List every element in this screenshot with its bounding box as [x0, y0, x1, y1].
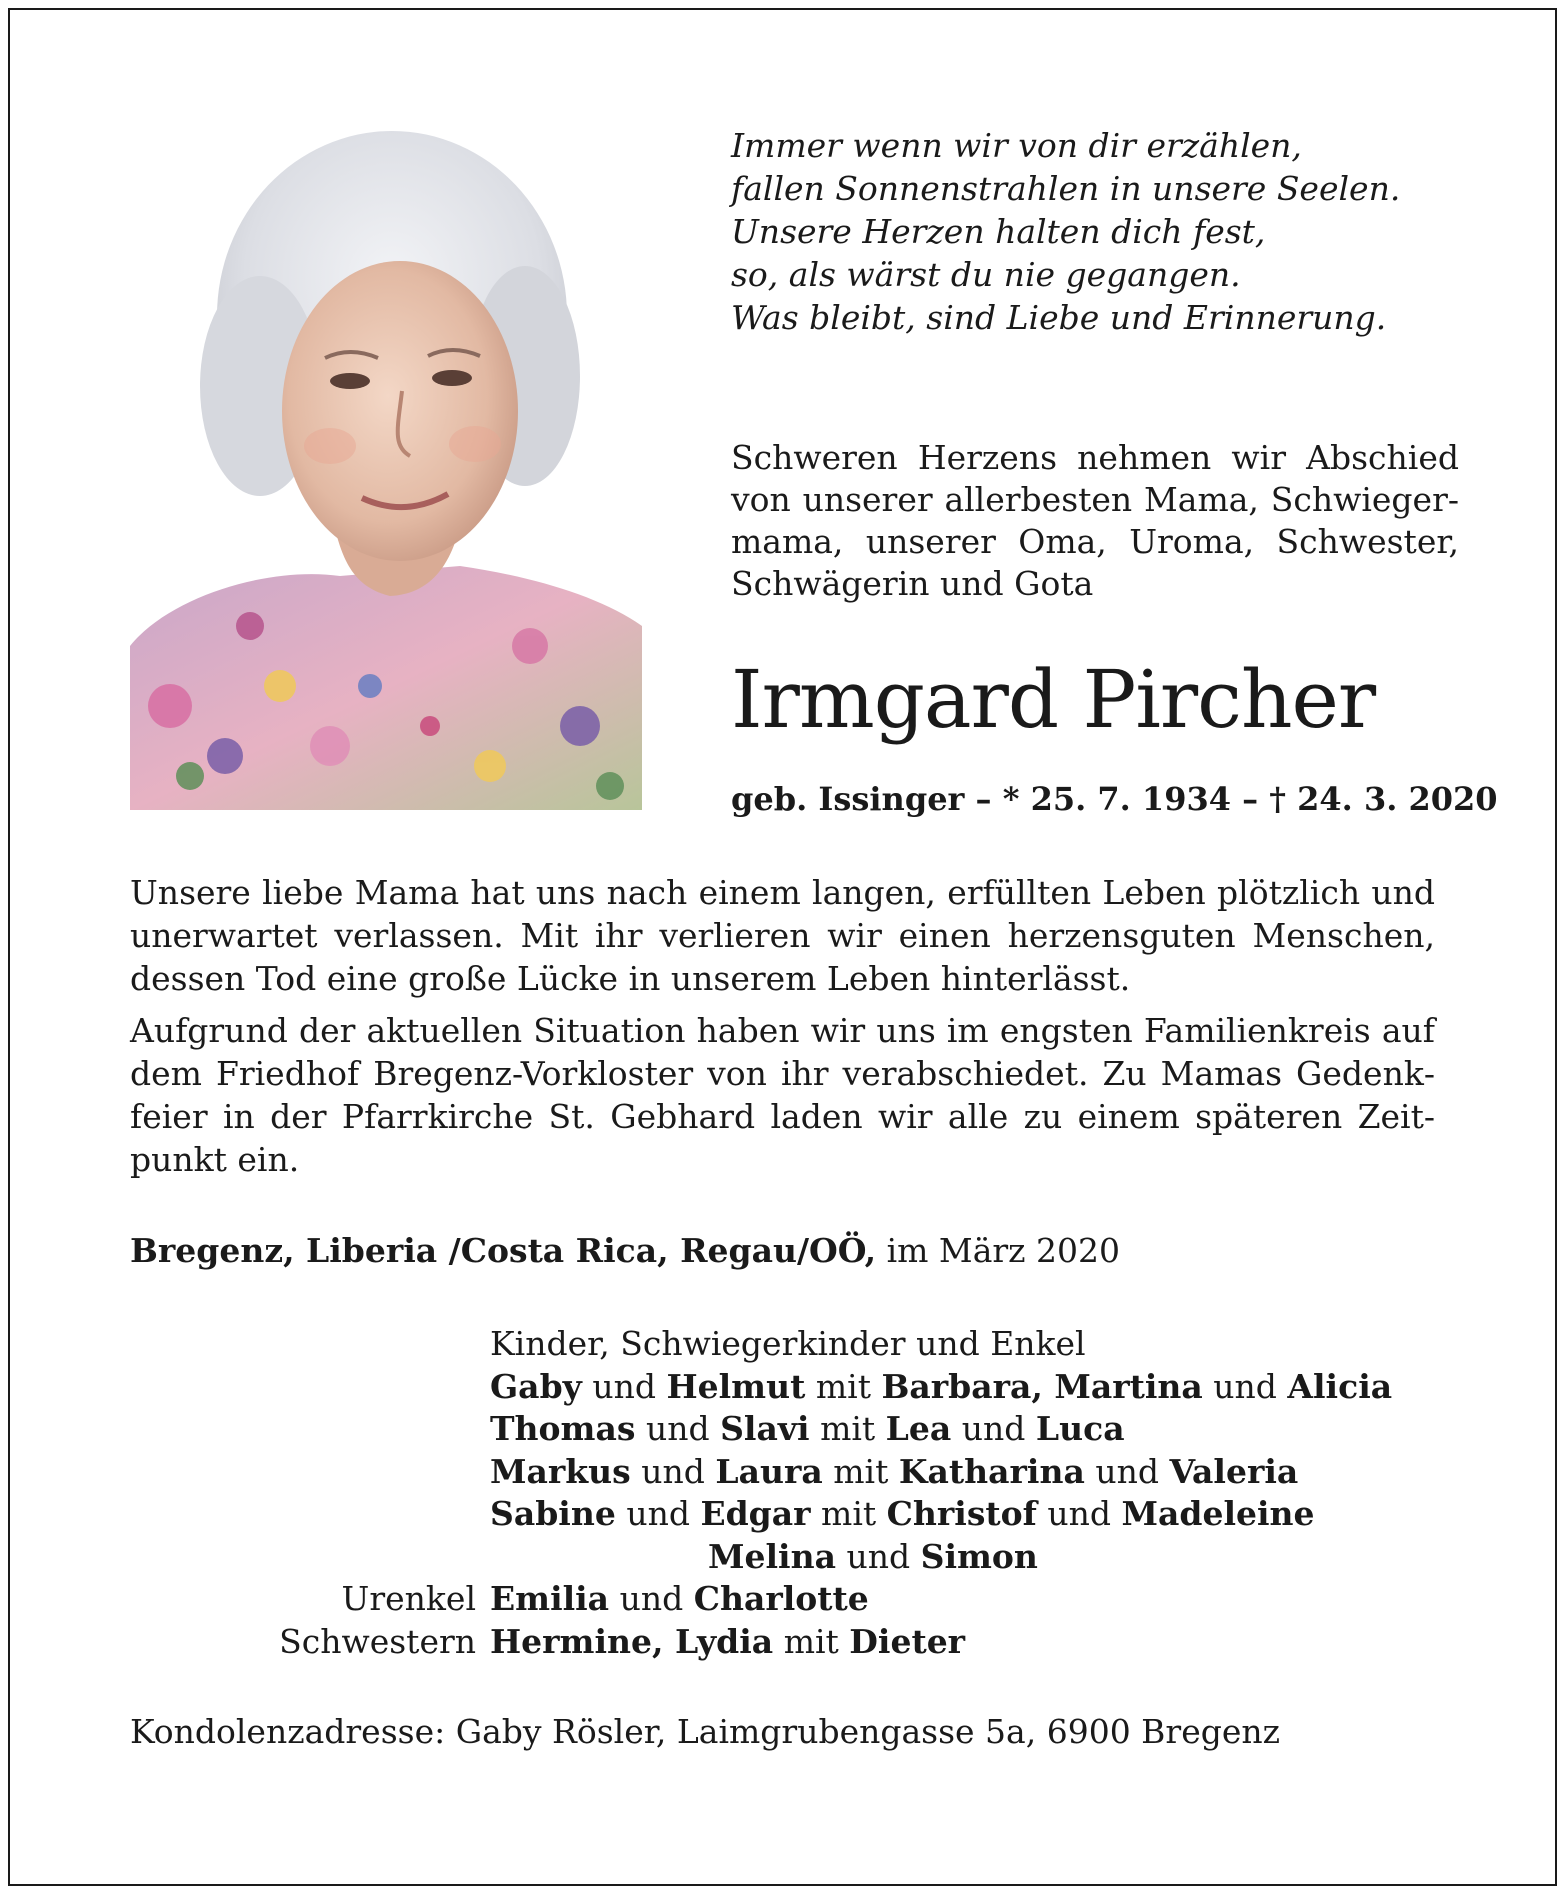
family-member: Melina — [708, 1536, 836, 1576]
connector-word: und — [592, 1366, 656, 1406]
connector-word: und — [619, 1579, 684, 1618]
family-member: Markus — [490, 1451, 631, 1491]
family-member: Madeleine — [1121, 1494, 1315, 1533]
connector-word: und — [1213, 1366, 1277, 1406]
connector-word: mit — [821, 1494, 877, 1533]
poem-line: Unsere Herzen halten dich fest, — [731, 212, 1266, 251]
connector-word: mit — [820, 1409, 876, 1448]
poem-line: so, als wärst du nie gegangen. — [731, 255, 1241, 294]
condolence-address: Kondolenzadresse: Gaby Rösler, Laimgrubengasse 5a, 6900 Bregenz — [130, 1712, 1281, 1751]
birth-death-dates: geb. Issinger – * 25. 7. 1934 – † 24. 3. 2020 — [731, 780, 1498, 818]
connector-word: und — [1047, 1494, 1111, 1533]
family-member: Hermine, Lydia — [490, 1621, 774, 1661]
urenkel-row — [130, 1578, 1480, 1621]
family-member: Charlotte — [693, 1579, 869, 1618]
connector-word: und — [626, 1494, 690, 1533]
family-list — [130, 1323, 1480, 1663]
place-date-line — [130, 1229, 1435, 1272]
family-member: Gaby — [490, 1366, 582, 1406]
family-member: Simon — [920, 1536, 1038, 1576]
family-member: Christof — [886, 1494, 1037, 1533]
portrait-photo — [130, 126, 642, 810]
notice-date: im März 2020 — [886, 1231, 1120, 1270]
connector-word: und — [645, 1409, 710, 1448]
family-member: Lea — [885, 1409, 952, 1448]
family-member: Slavi — [720, 1409, 810, 1448]
family-member: Valeria — [1169, 1451, 1299, 1491]
family-member: Dieter — [849, 1621, 966, 1661]
deceased-name: Irmgard Pircher — [731, 653, 1376, 746]
family-header: Kinder, Schwiegerkinder und Enkel — [490, 1324, 1086, 1363]
connector-word: mit — [783, 1621, 839, 1661]
place-names: Bregenz, Liberia /Costa Rica, Regau/OÖ, — [130, 1231, 877, 1270]
family-member: Laura — [715, 1451, 823, 1491]
family-member: Katharina — [898, 1451, 1085, 1491]
body-paragraph: Aufgrund der aktuellen Situation haben wir uns im engsten Familienkreis auf dem Friedhof Bregenz-Vorkloster von ihr verabschiedet. Zu Mamas Gedenkfeier in der Pfarrkirche St. Gebhard laden wir alle zu einem späteren Zeitpunkt ein. — [130, 1011, 1435, 1179]
connector-word: mit — [815, 1366, 871, 1406]
farewell-intro: Schweren Herzens nehmen wir Abschied von unserer allerbesten Mama, Schwiegermama, unserer Oma, Uroma, Schwester, Schwägerin und Gota — [731, 438, 1459, 603]
family-row — [130, 1536, 1480, 1579]
family-member: Thomas — [490, 1409, 636, 1448]
family-row — [130, 1493, 1480, 1536]
connector-word: und — [846, 1536, 911, 1576]
connector-word: mit — [833, 1451, 889, 1491]
schwestern-row — [130, 1621, 1480, 1664]
family-row — [130, 1408, 1480, 1451]
family-member: Luca — [1035, 1409, 1125, 1448]
family-row — [130, 1366, 1480, 1409]
family-member: Sabine — [490, 1494, 616, 1533]
family-member: Helmut — [666, 1366, 806, 1406]
family-member: Barbara, Martina — [881, 1366, 1203, 1406]
connector-word: und — [1095, 1451, 1159, 1491]
family-row — [130, 1451, 1480, 1494]
family-header-row — [130, 1323, 1480, 1366]
memorial-poem — [731, 124, 1491, 339]
notice-body — [130, 871, 1435, 1190]
body-paragraph: Unsere liebe Mama hat uns nach einem langen, erfüllten Leben plötzlich und unerwartet verlassen. Mit ihr verlieren wir einen herzensguten Menschen, dessen Tod eine große Lücke in unserem Leben hinterlässt. — [130, 873, 1435, 998]
schwestern-label: Schwestern — [279, 1621, 476, 1661]
poem-line: Immer wenn wir von dir erzählen, — [731, 126, 1302, 165]
family-member: Alicia — [1287, 1366, 1393, 1406]
connector-word: und — [641, 1451, 705, 1491]
family-member: Edgar — [700, 1494, 811, 1533]
connector-word: und — [961, 1409, 1026, 1448]
poem-line: fallen Sonnenstrahlen in unsere Seelen. — [731, 169, 1401, 208]
family-member: Emilia — [490, 1579, 610, 1618]
poem-line: Was bleibt, sind Liebe und Erinnerung. — [731, 298, 1387, 337]
urenkel-label: Urenkel — [341, 1579, 476, 1618]
